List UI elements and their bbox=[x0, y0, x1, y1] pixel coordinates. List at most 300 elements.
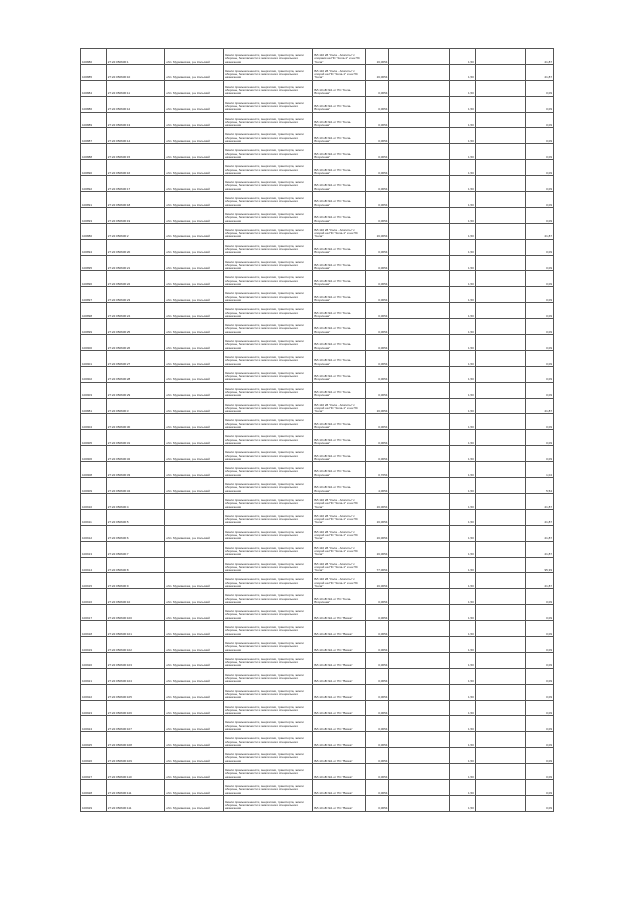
tax-cell: 21,87 bbox=[526, 525, 554, 541]
area-cell: 77,0654 bbox=[365, 557, 389, 573]
rate-cell: 1,50 bbox=[450, 350, 476, 366]
empty-cell bbox=[389, 223, 450, 239]
address-cell: обл. Мурманская, р-н Кольский bbox=[165, 748, 224, 764]
row-id-cell: 100923 bbox=[81, 700, 107, 716]
cadastral-number-cell: 27:22:050606:13 bbox=[106, 112, 165, 128]
land-category-cell: Земли промышленности, энергетики, транспорта, земли обороны, безопасности и земли иного специального назначения bbox=[223, 80, 312, 96]
rate-cell: 1,50 bbox=[450, 700, 476, 716]
rate-cell: 1,50 bbox=[450, 764, 476, 780]
tax-cell: 0,09 bbox=[526, 192, 554, 208]
table-row bbox=[81, 636, 554, 652]
permitted-use-cell: ВЛ-10 кВ №1 от ПС "Вязка" bbox=[313, 621, 365, 637]
empty-cell bbox=[389, 462, 450, 478]
cadastral-number-cell: 27:22:050606:6 bbox=[106, 525, 165, 541]
rate-cell: 1,50 bbox=[450, 176, 476, 192]
tax-cell: 95,39 bbox=[526, 557, 554, 573]
permitted-use-cell: ВЛ-10 кВ №1 от ПС "Кола-Вторичная" bbox=[313, 80, 365, 96]
area-cell: 0,0654 bbox=[365, 748, 389, 764]
cadastral-number-cell: 27:22:050606:14 bbox=[106, 128, 165, 144]
empty-cell bbox=[389, 605, 450, 621]
land-category-cell: Земли промышленности, энергетики, транспорта, земли обороны, безопасности и земли иного специального назначения bbox=[223, 239, 312, 255]
empty-cell bbox=[475, 112, 525, 128]
table-row bbox=[81, 462, 554, 478]
tax-cell: 21,87 bbox=[526, 223, 554, 239]
permitted-use-cell: ВЛ-10 кВ №1 от ПС "Вязка" bbox=[313, 748, 365, 764]
tax-cell: 21,87 bbox=[526, 509, 554, 525]
permitted-use-cell: ВЛ-110 кВ "Кола - Апатиты" с опорой на ПС "Кола-1" и на ПС "Кола" bbox=[313, 398, 365, 414]
rate-cell: 1,50 bbox=[450, 414, 476, 430]
empty-cell bbox=[475, 382, 525, 398]
row-id-cell: 100880 bbox=[81, 49, 107, 65]
empty-cell bbox=[389, 748, 450, 764]
area-cell: 0,0654 bbox=[365, 732, 389, 748]
cadastral-number-cell: 27:22:050606:29 bbox=[106, 382, 165, 398]
area-cell: 16,0654 bbox=[365, 573, 389, 589]
tax-cell: 0,09 bbox=[526, 350, 554, 366]
cadastral-number-cell: 27:22:050606:19 bbox=[106, 207, 165, 223]
land-category-cell: Земли промышленности, энергетики, транспорта, земли обороны, безопасности и земли иного специального назначения bbox=[223, 64, 312, 80]
area-cell: 0,0654 bbox=[365, 446, 389, 462]
empty-cell bbox=[389, 144, 450, 160]
tax-cell: 0,09 bbox=[526, 684, 554, 700]
tax-cell: 21,87 bbox=[526, 398, 554, 414]
empty-cell bbox=[475, 732, 525, 748]
area-cell: 0,0654 bbox=[365, 366, 389, 382]
land-category-cell: Земли промышленности, энергетики, транспорта, земли обороны, безопасности и земли иного специального назначения bbox=[223, 684, 312, 700]
tax-cell: 0,09 bbox=[526, 287, 554, 303]
empty-cell bbox=[389, 764, 450, 780]
table-row bbox=[81, 589, 554, 605]
tax-cell: 0,09 bbox=[526, 112, 554, 128]
permitted-use-cell: ВЛ-10 кВ №1 от ПС "Кола-Вторичная" bbox=[313, 366, 365, 382]
cadastral-number-cell: 27:22:050606:10 bbox=[106, 589, 165, 605]
empty-cell bbox=[475, 621, 525, 637]
row-id-cell: 100929 bbox=[81, 795, 107, 811]
table-row bbox=[81, 716, 554, 732]
area-cell: 0,0654 bbox=[365, 779, 389, 795]
address-cell: обл. Мурманская, р-н Кольский bbox=[165, 795, 224, 811]
rate-cell: 1,50 bbox=[450, 366, 476, 382]
row-id-cell: 100893 bbox=[81, 207, 107, 223]
cadastral-number-cell: 27:22:050606:33 bbox=[106, 462, 165, 478]
empty-cell bbox=[475, 795, 525, 811]
land-category-cell: Земли промышленности, энергетики, транспорта, земли обороны, безопасности и земли иного специального назначения bbox=[223, 382, 312, 398]
empty-cell bbox=[475, 557, 525, 573]
table-row bbox=[81, 573, 554, 589]
empty-cell bbox=[475, 414, 525, 430]
tax-cell: 21,87 bbox=[526, 573, 554, 589]
tax-cell: 0,09 bbox=[526, 636, 554, 652]
permitted-use-cell: ВЛ-110 кВ "Кола - Апатиты" с опорами на ПС "Кола-1" и на ПС "Кола" bbox=[313, 49, 365, 65]
permitted-use-cell: ВЛ-10 кВ №1 от ПС "Вязка" bbox=[313, 764, 365, 780]
address-cell: обл. Мурманская, р-н Кольский bbox=[165, 636, 224, 652]
address-cell: обл. Мурманская, р-н Кольский bbox=[165, 303, 224, 319]
empty-cell bbox=[475, 255, 525, 271]
table-row bbox=[81, 223, 554, 239]
cadastral-number-cell: 27:22:050606:2 bbox=[106, 223, 165, 239]
row-id-cell: 100914 bbox=[81, 557, 107, 573]
table-row bbox=[81, 700, 554, 716]
area-cell: 4,0654 bbox=[365, 478, 389, 494]
empty-cell bbox=[389, 478, 450, 494]
permitted-use-cell: ВЛ-110 кВ "Кола - Апатиты" с опорой на ПС "Кола-1" и на ПС "Кола" bbox=[313, 223, 365, 239]
permitted-use-cell: ВЛ-10 кВ №1 от ПС "Кола-Вторичная" bbox=[313, 430, 365, 446]
permitted-use-cell: ВЛ-10 кВ №1 от ПС "Кола-Вторичная" bbox=[313, 271, 365, 287]
row-id-cell: 100920 bbox=[81, 652, 107, 668]
tax-cell: 5,54 bbox=[526, 478, 554, 494]
tax-cell: 0,09 bbox=[526, 335, 554, 351]
area-cell: 16,0654 bbox=[365, 64, 389, 80]
cadastral-number-cell: 27:22:050606:9 bbox=[106, 573, 165, 589]
address-cell: обл. Мурманская, р-н Кольский bbox=[165, 382, 224, 398]
row-id-cell: 100900 bbox=[81, 335, 107, 351]
permitted-use-cell: ВЛ-10 кВ №1 от ПС "Кола-Вторичная" bbox=[313, 128, 365, 144]
tax-cell: 0,09 bbox=[526, 303, 554, 319]
tax-cell: 0,09 bbox=[526, 652, 554, 668]
empty-cell bbox=[389, 192, 450, 208]
cadastral-number-cell: 27:22:050606:28 bbox=[106, 366, 165, 382]
rate-cell: 1,50 bbox=[450, 732, 476, 748]
cadastral-number-cell: 27:22:050606:20 bbox=[106, 239, 165, 255]
table-row bbox=[81, 541, 554, 557]
address-cell: обл. Мурманская, р-н Кольский bbox=[165, 684, 224, 700]
table-row bbox=[81, 319, 554, 335]
rate-cell: 1,50 bbox=[450, 636, 476, 652]
rate-cell: 1,50 bbox=[450, 80, 476, 96]
land-category-cell: Земли промышленности, энергетики, транспорта, земли обороны, безопасности и земли иного специального назначения bbox=[223, 287, 312, 303]
empty-cell bbox=[389, 795, 450, 811]
rate-cell: 1,50 bbox=[450, 207, 476, 223]
empty-cell bbox=[389, 255, 450, 271]
table-row bbox=[81, 335, 554, 351]
empty-cell bbox=[475, 350, 525, 366]
area-cell: 0,0654 bbox=[365, 795, 389, 811]
address-cell: обл. Мурманская, р-н Кольский bbox=[165, 64, 224, 80]
address-cell: обл. Мурманская, р-н Кольский bbox=[165, 573, 224, 589]
empty-cell bbox=[389, 350, 450, 366]
row-id-cell: 100910 bbox=[81, 493, 107, 509]
row-id-cell: 100901 bbox=[81, 350, 107, 366]
address-cell: обл. Мурманская, р-н Кольский bbox=[165, 112, 224, 128]
cadastral-number-cell: 27:22:050606:31 bbox=[106, 430, 165, 446]
permitted-use-cell: ВЛ-10 кВ №1 от ПС "Кола-Вторичная" bbox=[313, 112, 365, 128]
address-cell bbox=[165, 541, 224, 557]
rate-cell: 1,50 bbox=[450, 382, 476, 398]
row-id-cell: 100897 bbox=[81, 287, 107, 303]
tax-cell: 0,09 bbox=[526, 779, 554, 795]
cadastral-number-cell: 27:22:050606:22 bbox=[106, 271, 165, 287]
address-cell bbox=[165, 493, 224, 509]
permitted-use-cell: ВЛ-110 кВ "Кола - Апатиты" с опорой на ПС "Кола-1" и на ПС "Кола" bbox=[313, 525, 365, 541]
land-category-cell: Земли промышленности, энергетики, транспорта, земли обороны, безопасности и земли иного специального назначения bbox=[223, 366, 312, 382]
empty-cell bbox=[475, 49, 525, 65]
rate-cell: 1,50 bbox=[450, 589, 476, 605]
land-category-cell: Земли промышленности, энергетики, транспорта, земли обороны, безопасности и земли иного специального назначения bbox=[223, 779, 312, 795]
empty-cell bbox=[389, 303, 450, 319]
cadastral-number-cell: 27:22:050606:5 bbox=[106, 509, 165, 525]
empty-cell bbox=[389, 287, 450, 303]
area-cell: 0,0654 bbox=[365, 207, 389, 223]
address-cell: обл. Мурманская, р-н Кольский bbox=[165, 319, 224, 335]
address-cell: обл. Мурманская, р-н Кольский bbox=[165, 478, 224, 494]
row-id-cell: 100919 bbox=[81, 636, 107, 652]
cadastral-number-cell: 27:22:050606:4 bbox=[106, 493, 165, 509]
table-row bbox=[81, 684, 554, 700]
tax-cell: 0,09 bbox=[526, 732, 554, 748]
cadastral-number-cell: 27:22:050606:27 bbox=[106, 350, 165, 366]
empty-cell bbox=[389, 573, 450, 589]
rate-cell: 1,50 bbox=[450, 335, 476, 351]
row-id-cell: 100896 bbox=[81, 271, 107, 287]
area-cell: 0,0654 bbox=[365, 764, 389, 780]
permitted-use-cell: ВЛ-110 кВ "Кола - Апатиты" с опорой на ПС "Кола-1" и на ПС "Кола" bbox=[313, 573, 365, 589]
rate-cell: 1,50 bbox=[450, 430, 476, 446]
cadastral-number-cell: 27:22:050606:104 bbox=[106, 668, 165, 684]
land-category-cell: Земли промышленности, энергетики, транспорта, земли обороны, безопасности и земли иного специального назначения bbox=[223, 319, 312, 335]
area-cell: 0,0654 bbox=[365, 319, 389, 335]
rate-cell: 1,50 bbox=[450, 144, 476, 160]
land-category-cell: Земли промышленности, энергетики, транспорта, земли обороны, безопасности и земли иного специального назначения bbox=[223, 716, 312, 732]
address-cell: обл. Мурманская, р-н Кольский bbox=[165, 700, 224, 716]
permitted-use-cell: ВЛ-10 кВ №1 от ПС "Вязка" bbox=[313, 636, 365, 652]
row-id-cell: 100917 bbox=[81, 605, 107, 621]
table-row bbox=[81, 557, 554, 573]
address-cell: обл. Мурманская, р-н Кольский bbox=[165, 96, 224, 112]
row-id-cell: 100888 bbox=[81, 144, 107, 160]
area-cell: 0,0654 bbox=[365, 636, 389, 652]
land-category-cell: Земли промышленности, энергетики, транспорта, земли обороны, безопасности и земли иного специального назначения bbox=[223, 176, 312, 192]
empty-cell bbox=[475, 779, 525, 795]
address-cell: обл. Мурманская, р-н Кольский bbox=[165, 764, 224, 780]
address-cell: обл. Мурманская, р-н Кольский bbox=[165, 779, 224, 795]
empty-cell bbox=[389, 636, 450, 652]
empty-cell bbox=[389, 207, 450, 223]
area-cell: 16,0654 bbox=[365, 525, 389, 541]
permitted-use-cell: ВЛ-10 кВ №1 от ПС "Кола-Вторичная" bbox=[313, 160, 365, 176]
empty-cell bbox=[389, 668, 450, 684]
land-category-cell: Земли промышленности, энергетики, транспорта, земли обороны, безопасности и земли иного специального назначения bbox=[223, 636, 312, 652]
address-cell: обл. Мурманская, р-н Кольский bbox=[165, 350, 224, 366]
land-category-cell: Земли промышленности, энергетики, транспорта, земли обороны, безопасности и земли иного специального назначения bbox=[223, 398, 312, 414]
permitted-use-cell: ВЛ-10 кВ №1 от ПС "Кола-Вторичная" bbox=[313, 176, 365, 192]
rate-cell: 1,50 bbox=[450, 303, 476, 319]
rate-cell: 1,50 bbox=[450, 748, 476, 764]
table-row bbox=[81, 382, 554, 398]
row-id-cell: 100925 bbox=[81, 732, 107, 748]
land-category-cell: Земли промышленности, энергетики, транспорта, земли обороны, безопасности и земли иного специального назначения bbox=[223, 589, 312, 605]
area-cell: 0,0654 bbox=[365, 96, 389, 112]
area-cell: 0,0654 bbox=[365, 684, 389, 700]
land-category-cell: Земли промышленности, энергетики, транспорта, земли обороны, безопасности и земли иного специального назначения bbox=[223, 414, 312, 430]
row-id-cell: 100894 bbox=[81, 239, 107, 255]
tax-cell: 0,09 bbox=[526, 668, 554, 684]
area-cell: 0,0654 bbox=[365, 271, 389, 287]
empty-cell bbox=[475, 80, 525, 96]
tax-cell: 21,87 bbox=[526, 49, 554, 65]
land-category-cell: Земли промышленности, энергетики, транспорта, земли обороны, безопасности и земли иного специального назначения bbox=[223, 493, 312, 509]
tax-cell: 0,09 bbox=[526, 748, 554, 764]
empty-cell bbox=[475, 764, 525, 780]
empty-cell bbox=[389, 80, 450, 96]
row-id-cell: 100921 bbox=[81, 668, 107, 684]
row-id-cell: 100891 bbox=[81, 192, 107, 208]
tax-cell: 0,09 bbox=[526, 319, 554, 335]
table-row bbox=[81, 207, 554, 223]
permitted-use-cell: ВЛ-10 кВ №1 от ПС "Вязка" bbox=[313, 605, 365, 621]
table-row bbox=[81, 271, 554, 287]
empty-cell bbox=[475, 684, 525, 700]
row-id-cell: 100895 bbox=[81, 255, 107, 271]
address-cell: обл. Мурманская, р-н Кольский bbox=[165, 398, 224, 414]
land-category-cell: Земли промышленности, энергетики, транспорта, земли обороны, безопасности и земли иного специального назначения bbox=[223, 668, 312, 684]
land-category-cell: Земли промышленности, энергетики, транспорта, земли обороны, безопасности и земли иного специального назначения bbox=[223, 462, 312, 478]
empty-cell bbox=[389, 160, 450, 176]
table-row bbox=[81, 605, 554, 621]
table-row bbox=[81, 64, 554, 80]
permitted-use-cell: ВЛ-10 кВ №1 от ПС "Вязка" bbox=[313, 652, 365, 668]
address-cell: обл. Мурманская, р-н Кольский bbox=[165, 430, 224, 446]
permitted-use-cell: ВЛ-110 кВ "Кола - Апатиты" с опорой на ПС "Кола-1" и на ПС "Кола" bbox=[313, 64, 365, 80]
tax-cell: 0,09 bbox=[526, 716, 554, 732]
rate-cell: 1,50 bbox=[450, 446, 476, 462]
empty-cell bbox=[475, 287, 525, 303]
rate-cell: 1,50 bbox=[450, 398, 476, 414]
cadastral-number-cell: 27:22:050606:21 bbox=[106, 255, 165, 271]
land-category-cell: Земли промышленности, энергетики, транспорта, земли обороны, безопасности и земли иного специального назначения bbox=[223, 207, 312, 223]
cadastral-number-cell: 27:22:050606:109 bbox=[106, 748, 165, 764]
table-row bbox=[81, 350, 554, 366]
land-category-cell: Земли промышленности, энергетики, транспорта, земли обороны, безопасности и земли иного специального назначения bbox=[223, 557, 312, 573]
rate-cell: 1,50 bbox=[450, 779, 476, 795]
permitted-use-cell: ВЛ-10 кВ №1 от ПС "Кола-Вторичная" bbox=[313, 144, 365, 160]
permitted-use-cell: ВЛ-10 кВ №1 от ПС "Вязка" bbox=[313, 668, 365, 684]
address-cell: обл. Мурманская, р-н Кольский bbox=[165, 271, 224, 287]
address-cell: обл. Мурманская, р-н Кольский bbox=[165, 589, 224, 605]
address-cell: обл. Мурманская, р-н Кольский bbox=[165, 652, 224, 668]
land-category-cell: Земли промышленности, энергетики, транспорта, земли обороны, безопасности и земли иного специального назначения bbox=[223, 732, 312, 748]
cadastral-number-cell: 27:22:050606:3 bbox=[106, 398, 165, 414]
land-category-cell: Земли промышленности, энергетики, транспорта, земли обороны, безопасности и земли иного специального назначения bbox=[223, 144, 312, 160]
empty-cell bbox=[475, 525, 525, 541]
empty-cell bbox=[475, 335, 525, 351]
cadastral-number-cell: 27:22:050606:106 bbox=[106, 700, 165, 716]
land-category-cell: Земли промышленности, энергетики, транспорта, земли обороны, безопасности и земли иного специального назначения bbox=[223, 605, 312, 621]
permitted-use-cell: ВЛ-10 кВ №1 от ПС "Кола-Вторичная" bbox=[313, 335, 365, 351]
cadastral-number-cell: 27:22:050606:23 bbox=[106, 287, 165, 303]
empty-cell bbox=[475, 605, 525, 621]
table-row bbox=[81, 446, 554, 462]
empty-cell bbox=[389, 557, 450, 573]
address-cell: обл. Мурманская, р-н Кольский bbox=[165, 192, 224, 208]
tax-cell: 1,04 bbox=[526, 462, 554, 478]
land-category-cell: Земли промышленности, энергетики, транспорта, земли обороны, безопасности и земли иного специального назначения bbox=[223, 700, 312, 716]
permitted-use-cell: ВЛ-10 кВ №1 от ПС "Вязка" bbox=[313, 716, 365, 732]
empty-cell bbox=[389, 446, 450, 462]
land-category-cell: Земли промышленности, энергетики, транспорта, земли обороны, безопасности и земли иного специального назначения bbox=[223, 49, 312, 65]
rate-cell: 1,50 bbox=[450, 319, 476, 335]
permitted-use-cell: ВЛ-10 кВ №1 от ПС "Кола-Вторичная" bbox=[313, 207, 365, 223]
table-row bbox=[81, 795, 554, 811]
row-id-cell: 100905 bbox=[81, 430, 107, 446]
table-row bbox=[81, 128, 554, 144]
table-row bbox=[81, 430, 554, 446]
table-row bbox=[81, 366, 554, 382]
empty-cell bbox=[389, 589, 450, 605]
row-id-cell: 100924 bbox=[81, 716, 107, 732]
tax-cell: 0,09 bbox=[526, 160, 554, 176]
permitted-use-cell: ВЛ-110 кВ "Кола - Апатиты" с опорой на ПС "Кола-1" и на ПС "Кола" bbox=[313, 509, 365, 525]
permitted-use-cell: ВЛ-10 кВ №1 от ПС "Кола-Вторичная" bbox=[313, 319, 365, 335]
empty-cell bbox=[389, 716, 450, 732]
cadastral-number-cell: 27:22:050606:18 bbox=[106, 192, 165, 208]
table-row bbox=[81, 509, 554, 525]
area-cell: 0,0654 bbox=[365, 652, 389, 668]
rate-cell: 1,50 bbox=[450, 239, 476, 255]
row-id-cell: 100890 bbox=[81, 160, 107, 176]
permitted-use-cell: ВЛ-10 кВ №1 от ПС "Кола-Вторичная" bbox=[313, 478, 365, 494]
table-row bbox=[81, 112, 554, 128]
empty-cell bbox=[389, 398, 450, 414]
table-row bbox=[81, 192, 554, 208]
empty-cell bbox=[389, 64, 450, 80]
address-cell: обл. Мурманская, р-н Кольский bbox=[165, 255, 224, 271]
land-category-cell: Земли промышленности, энергетики, транспорта, земли обороны, безопасности и земли иного специального назначения bbox=[223, 255, 312, 271]
tax-cell: 0,09 bbox=[526, 255, 554, 271]
table-row bbox=[81, 96, 554, 112]
empty-cell bbox=[475, 700, 525, 716]
table-row bbox=[81, 668, 554, 684]
row-id-cell: 100898 bbox=[81, 303, 107, 319]
land-category-cell: Земли промышленности, энергетики, транспорта, земли обороны, безопасности и земли иного специального назначения bbox=[223, 478, 312, 494]
cadastral-number-cell: 27:22:050606:108 bbox=[106, 732, 165, 748]
table-row bbox=[81, 398, 554, 414]
cadastral-number-cell: 27:22:050606:102 bbox=[106, 636, 165, 652]
row-id-cell: 100908 bbox=[81, 462, 107, 478]
empty-cell bbox=[475, 128, 525, 144]
cadastral-number-cell: 27:22:050606:111 bbox=[106, 795, 165, 811]
empty-cell bbox=[475, 636, 525, 652]
area-cell: 0,0654 bbox=[365, 239, 389, 255]
tax-cell: 0,09 bbox=[526, 700, 554, 716]
tax-cell: 0,09 bbox=[526, 366, 554, 382]
row-id-cell: 100912 bbox=[81, 525, 107, 541]
empty-cell bbox=[389, 414, 450, 430]
address-cell: обл. Мурманская, р-н Кольский bbox=[165, 80, 224, 96]
row-id-cell: 100906 bbox=[81, 446, 107, 462]
row-id-cell: 100915 bbox=[81, 573, 107, 589]
land-category-cell: Земли промышленности, энергетики, транспорта, земли обороны, безопасности и земли иного специального назначения bbox=[223, 350, 312, 366]
tax-cell: 0,09 bbox=[526, 605, 554, 621]
cadastral-number-cell: 27:22:050606:30 bbox=[106, 414, 165, 430]
land-category-cell: Земли промышленности, энергетики, транспорта, земли обороны, безопасности и земли иного специального назначения bbox=[223, 541, 312, 557]
rate-cell: 1,50 bbox=[450, 668, 476, 684]
cadastral-number-cell: 27:22:050606:15 bbox=[106, 144, 165, 160]
cadastral-number-cell: 27:22:050606:100 bbox=[106, 605, 165, 621]
rate-cell: 1,50 bbox=[450, 223, 476, 239]
area-cell: 0,0654 bbox=[365, 255, 389, 271]
rate-cell: 1,50 bbox=[450, 684, 476, 700]
empty-cell bbox=[389, 509, 450, 525]
address-cell: обл. Мурманская, р-н Кольский bbox=[165, 605, 224, 621]
cadastral-number-cell: 27:22:050606:16 bbox=[106, 160, 165, 176]
area-cell: 0,0654 bbox=[365, 589, 389, 605]
area-cell: 0,0654 bbox=[365, 303, 389, 319]
empty-cell bbox=[475, 319, 525, 335]
row-id-cell: 100903 bbox=[81, 382, 107, 398]
permitted-use-cell: ВЛ-10 кВ №1 от ПС "Вязка" bbox=[313, 795, 365, 811]
table-row bbox=[81, 525, 554, 541]
empty-cell bbox=[389, 621, 450, 637]
